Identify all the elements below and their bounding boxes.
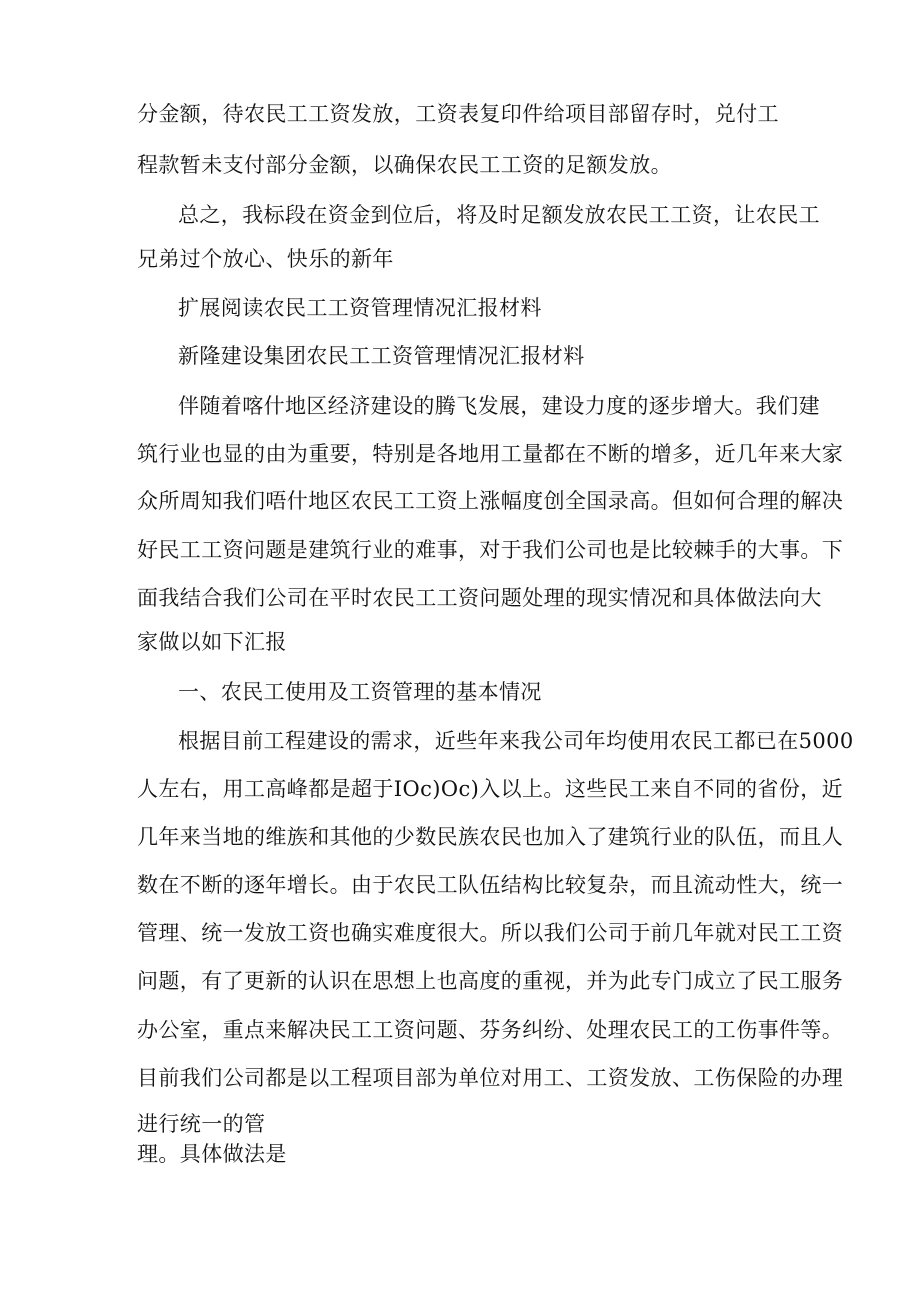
section-heading-1: 一、农民工使用及工资管理的基本情况 [178,680,542,704]
text-line-20: 办公室，重点来解决民工工资问题、芬务纠纷、处理农民工的工伤事件等。 [137,1018,844,1042]
text-line-15: 人左右，用工高峰都是超于IOc)Oc)入以上。这些民工来自不同的省份，近 [137,777,844,801]
text-line-11: 面我结合我们公司在平时农民工工资问题处理的现实情况和具体做法向大 [137,586,822,610]
text-line-23: 理。具体做法是 [137,1142,287,1166]
heading-extended-reading: 扩展阅读农民工工资管理情况汇报材料 [178,296,542,320]
text-line-7: 伴随着喀什地区经济建设的腾飞发展，建设力度的逐步增大。我们建 [178,394,820,418]
text-line-14: 根据目前工程建设的需求，近些年来我公司年均使用农民工都已在5000 [178,729,854,753]
text-line-3: 总之，我标段在资金到位后，将及时足额发放农民工工资，让农民工 [178,203,820,227]
text-line-4: 兄弟过个放心、快乐的新年 [137,247,394,271]
text-line-8: 筑行业也显的由为重要，特别是各地用工量都在不断的增多，近几年来大家 [137,442,844,466]
text-line-10: 好民工工资问题是建筑行业的难事，对于我们公司也是比较棘手的大事。下 [137,538,844,562]
text-line-12: 家做以如下汇报 [137,630,287,654]
text-line-9: 众所周知我们唔什地区农民工工资上涨幅度创全国录高。但如何合理的解决 [137,489,844,513]
text-line-16: 几年来当地的维族和其他的少数民族农民也加入了建筑行业的队伍，而且人 [137,825,844,849]
text-line-1: 分金额，待农民工工资发放，工资表复印件给项目部留存时，兑付工 [137,102,779,126]
text-line-22: 进行统一的管 [137,1112,266,1136]
text-line-19: 问题，有了更新的认识在思想上也高度的重视，并为此专门成立了民工服务 [137,969,844,993]
heading-report-title: 新隆建设集团农民工工资管理情况汇报材料 [178,344,585,368]
text-line-18: 管理、统一发放工资也确实难度很大。所以我们公司于前几年就对民工工资 [137,921,844,945]
text-line-21: 目前我们公司都是以工程项目部为单位对用工、工资发放、工伤保险的办理 [137,1066,844,1090]
text-line-17: 数在不断的逐年增长。由于农民工队伍结构比较复杂，而且流动性大，统一 [137,873,844,897]
text-line-2: 程款暂未支付部分金额，以确保农民工工资的足额发放。 [137,153,672,177]
